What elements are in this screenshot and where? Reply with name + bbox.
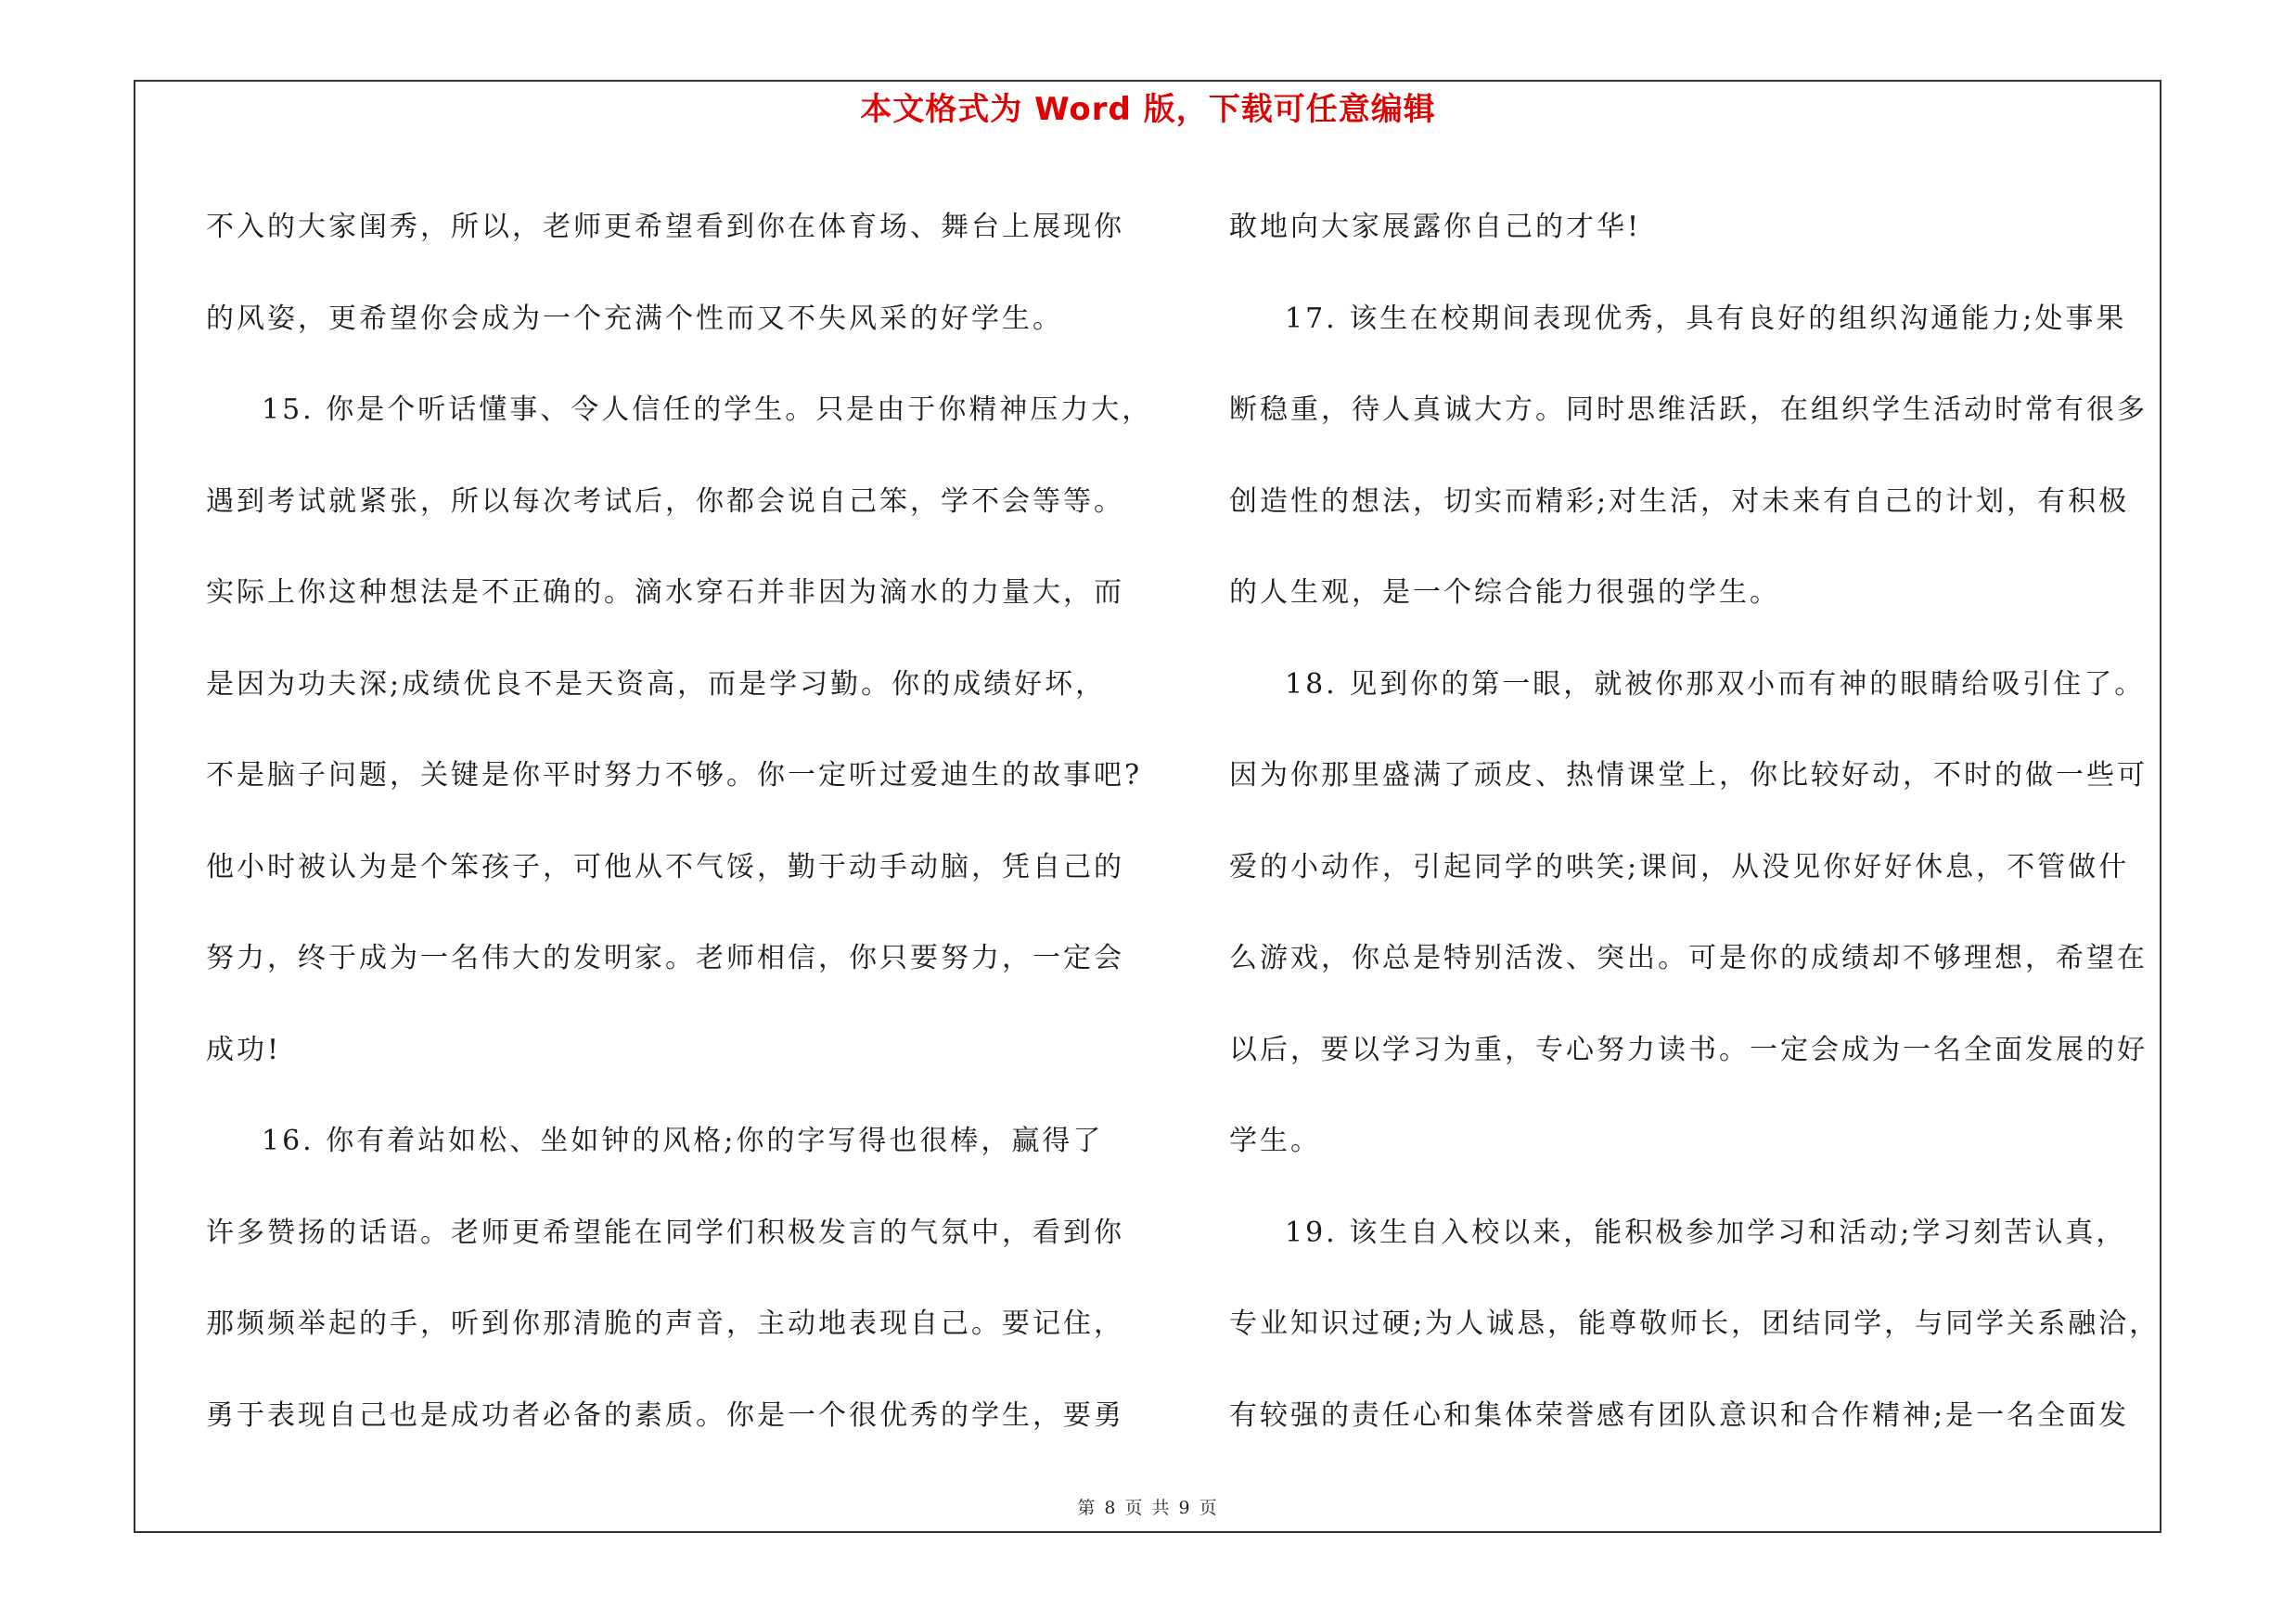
text-line: 创造性的想法，切实而精彩;对生活，对未来有自己的计划，有积极 [1229,484,2130,518]
text-line: 15. 你是个听话懂事、令人信任的学生。只是由于你精神压力大， [262,393,1153,426]
text-line: 17. 该生在校期间表现优秀，具有良好的组织沟通能力;处事果 [1285,302,2127,335]
text-line: 敢地向大家展露你自己的才华! [1229,211,1642,243]
text-line: 16. 你有着站如松、坐如钟的风格;你的字写得也很棒，赢得了 [262,1125,1104,1157]
text-line: 不是脑子问题，关键是你平时努力不够。你一定听过爱迪生的故事吧? [206,759,1143,792]
text-line: 以后，要以学习为重，专心努力读书。一定会成为一名全面发展的好 [1229,1033,2148,1066]
text-line: 的人生观，是一个综合能力很强的学生。 [1229,576,1780,609]
text-line: 因为你那里盛满了顽皮、热情课堂上，你比较好动，不时的做一些可 [1229,759,2148,792]
text-line: 有较强的责任心和集体荣誉感有团队意识和合作精神;是一名全面发 [1229,1398,2130,1432]
text-line: 爱的小动作，引起同学的哄笑;课间，从没见你好好休息，不管做什 [1229,850,2130,883]
word-format-banner: 本文格式为 Word 版，下载可任意编辑 [860,91,1436,128]
text-line: 的风姿，更希望你会成为一个充满个性而又不失风采的好学生。 [206,302,1063,335]
text-line: 专业知识过硬;为人诚恳，能尊敬师长，团结同学，与同学关系融洽， [1229,1307,2161,1340]
text-line: 勇于表现自己也是成功者必备的素质。你是一个很优秀的学生，要勇 [206,1398,1124,1432]
left-text-column [206,182,1153,1462]
text-line: 么游戏，你总是特别活泼、突出。可是你的成绩却不够理想，希望在 [1229,942,2148,974]
text-line: 19. 该生自入校以来，能积极参加学习和活动;学习刻苦认真， [1285,1216,2127,1249]
text-line: 成功! [206,1033,282,1066]
text-line: 是因为功夫深;成绩优良不是天资高，而是学习勤。你的成绩好坏， [206,667,1107,701]
text-line: 18. 见到你的第一眼，就被你那双小而有神的眼睛给吸引住了。 [1285,667,2146,701]
text-line: 那频频举起的手，听到你那清脆的声音，主动地表现自己。要记住， [206,1307,1124,1340]
text-line: 不入的大家闺秀，所以，老师更希望看到你在体育场、舞台上展现你 [206,211,1124,243]
text-line: 他小时被认为是个笨孩子，可他从不气馁，勤于动手动脑，凭自己的 [206,850,1124,883]
page-number-footer: 第 8 页 共 9 页 [1077,1498,1219,1518]
right-text-column [1229,182,2166,1462]
text-line: 学生。 [1229,1125,1321,1157]
text-line: 努力，终于成为一名伟大的发明家。老师相信，你只要努力，一定会 [206,942,1124,974]
text-line: 断稳重，待人真诚大方。同时思维活跃，在组织学生活动时常有很多 [1229,393,2148,426]
text-line: 实际上你这种想法是不正确的。滴水穿石并非因为滴水的力量大，而 [206,576,1124,609]
text-line: 许多赞扬的话语。老师更希望能在同学们积极发言的气氛中，看到你 [206,1216,1124,1249]
text-line: 遇到考试就紧张，所以每次考试后，你都会说自己笨，学不会等等。 [206,484,1124,518]
